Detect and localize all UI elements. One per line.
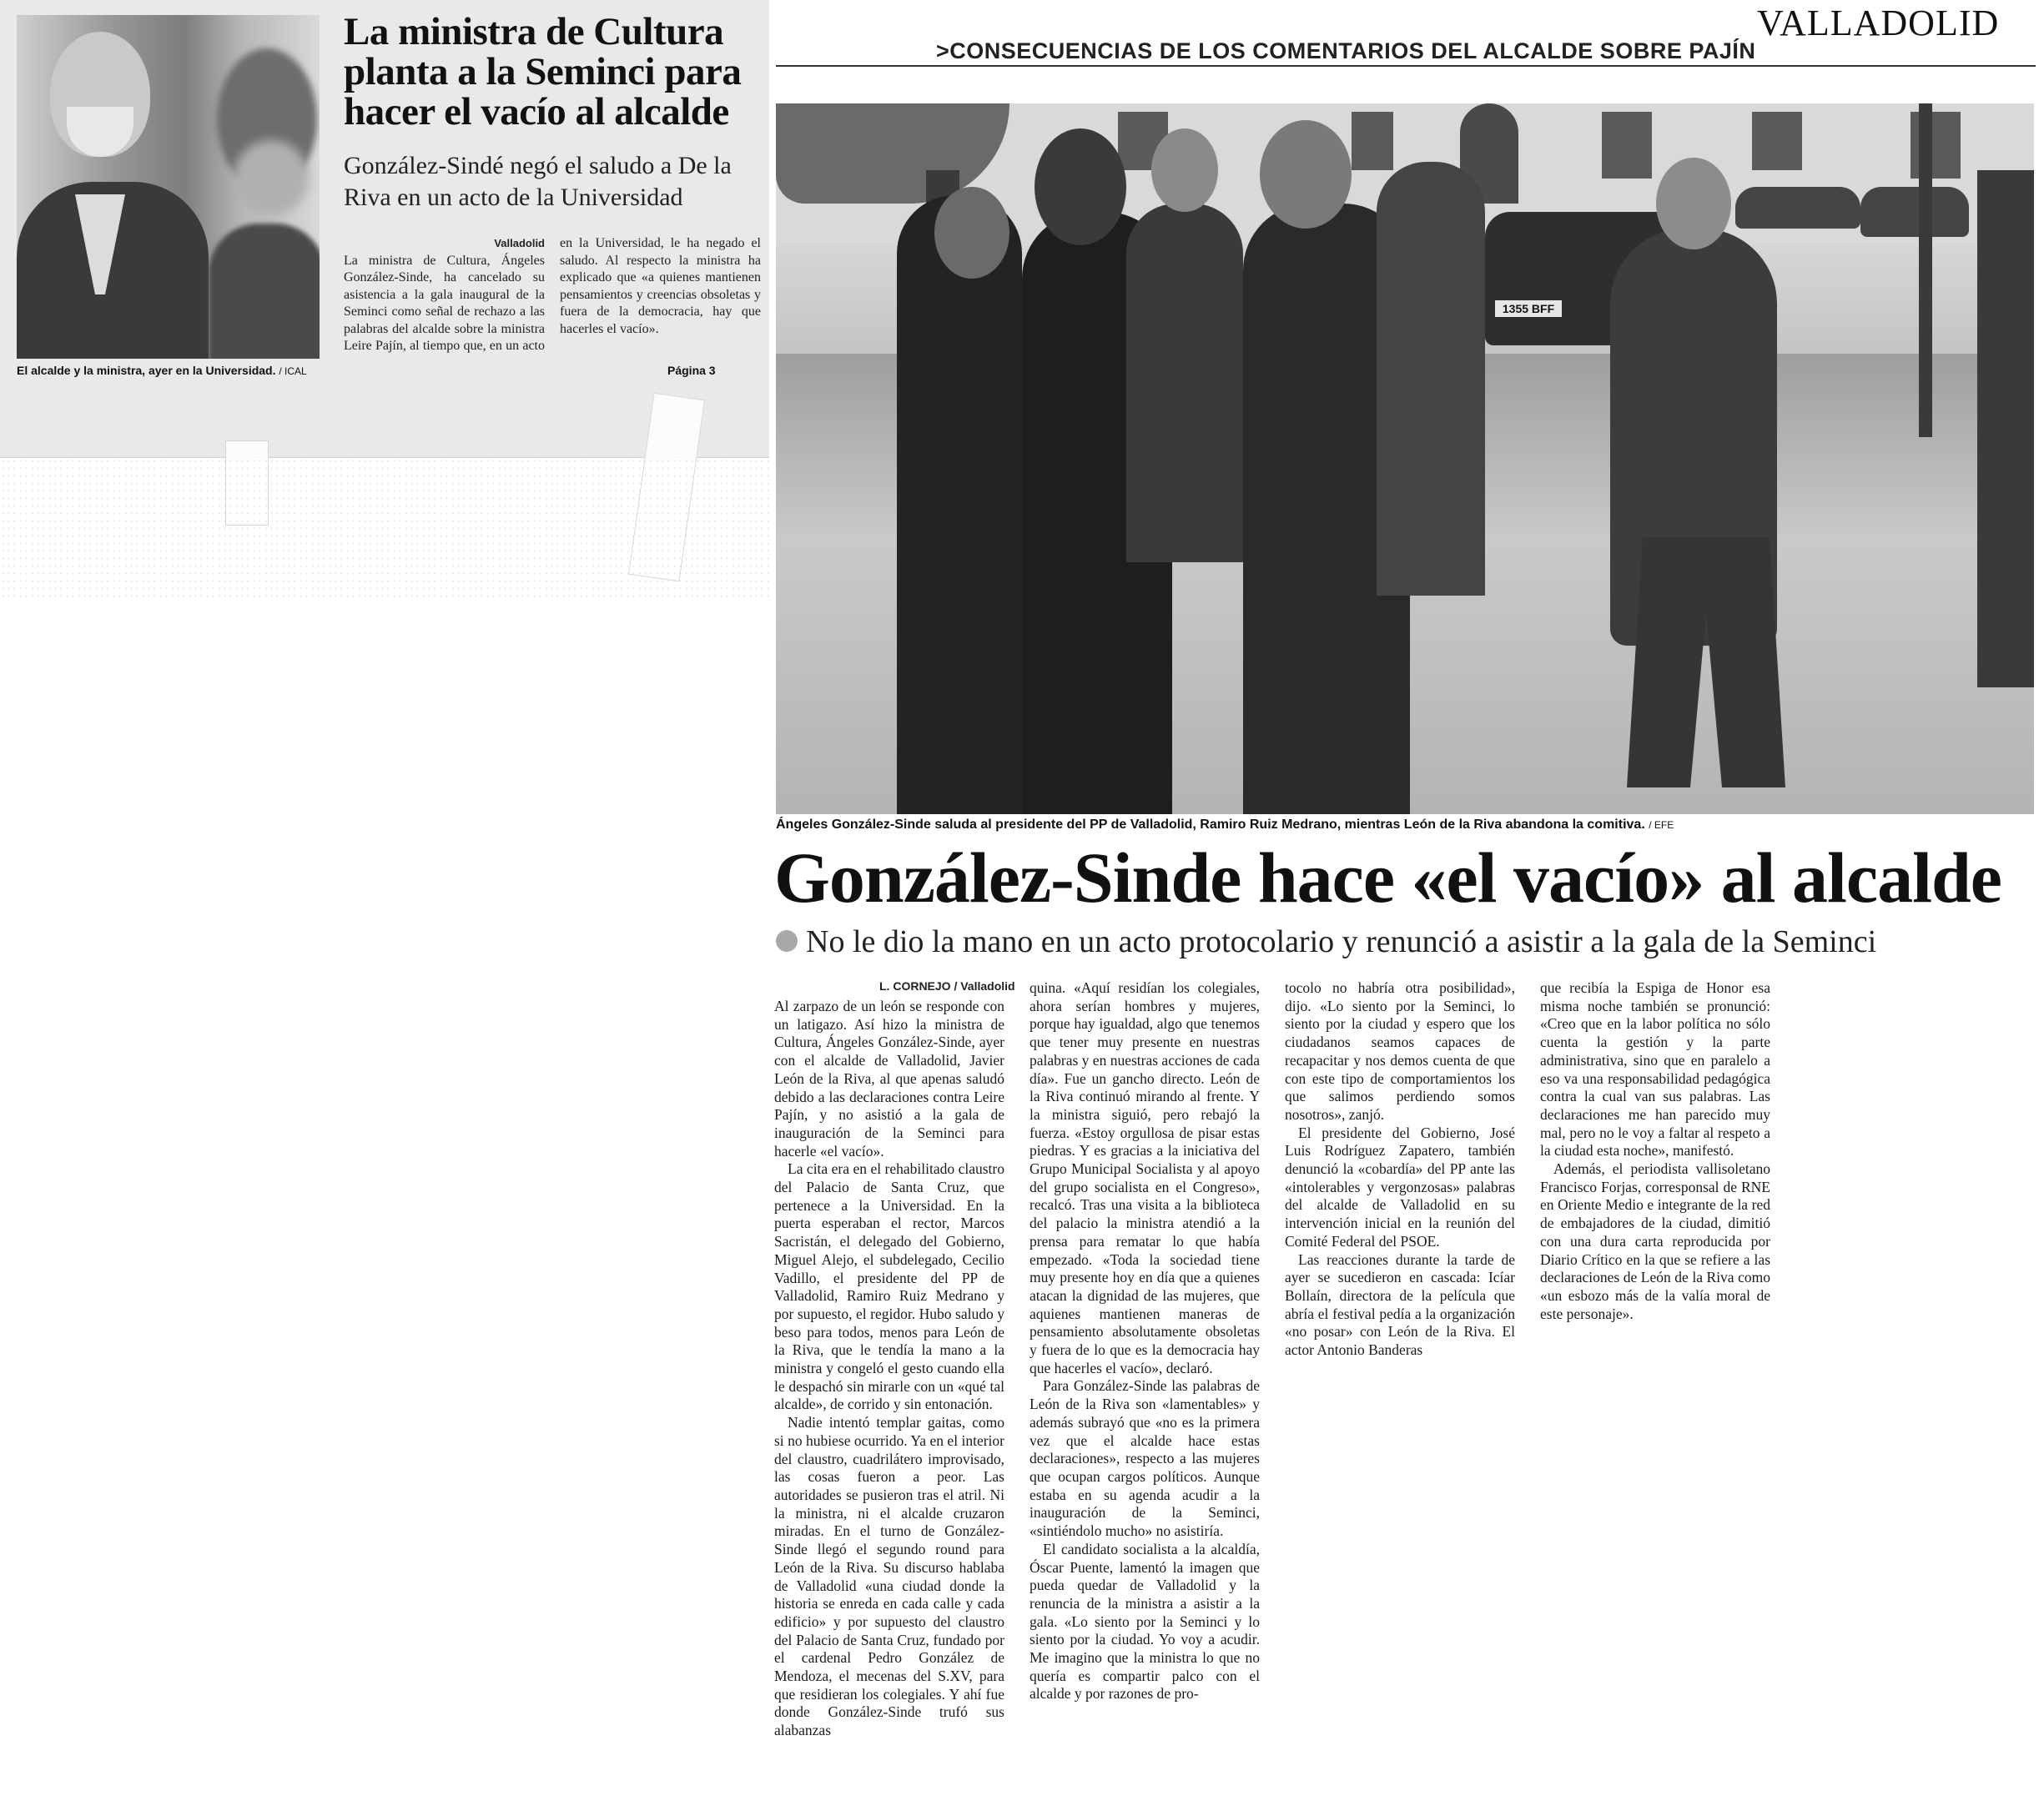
paragraph: El candidato socialista a la alcaldía, Óscar Puente, lamentó la imagen que pueda quedar de Valladolid y la renuncia de la ministra a asistir a la gala. «Lo siento por la Seminci y lo siento por la ciudad. Yo voy a acudir. Me imagino que la ministra lo que no quería es compartir palco con el alcalde y por razones de pro-: [1030, 1540, 1260, 1703]
paragraph: Además, el periodista vallisoletano Francisco Forjas, corresponsal de RNE en Oriente Medio e integrante de la red de embajadores de la ciudad, dimitió con una dura carta reproducida por Diario Crítico en la que se refiere a las declaraciones de León de la Riva como «un esbozo más de la valía moral de este personaje».: [1540, 1160, 1770, 1322]
kicker: >CONSECUENCIAS DE LOS COMENTARIOS DEL ALCALDE SOBRE PAJÍN: [936, 38, 1756, 63]
photo-person-mayor-head: [1656, 158, 1731, 249]
paragraph: El presidente del Gobierno, José Luis Rodríguez Zapatero, también denunció la «cobardía» del PP ante las «intolerables y vergonzosas» palabras del alcalde de Valladolid en su intervención inicial en la reunión del Comité Federal del PSOE.: [1285, 1124, 1515, 1250]
teaser-place: Valladolid: [494, 237, 545, 249]
teaser-body: [344, 235, 761, 355]
photo-car: [1860, 187, 1969, 237]
kicker-rule: [776, 65, 2036, 67]
photo-pole: [1919, 103, 1932, 437]
photo-person-man-left-head: [934, 187, 1009, 279]
article-column-4: [1540, 979, 1770, 1380]
paragraph: que recibía la Espiga de Honor esa misma noche también se pronunció: «Creo que en la labor política no sólo cuenta la gestión y la parte administrativa, sino que en paralelo a eso va una responsabilidad pedagógica contra la cual van sus palabras. Las declaraciones me han parecido muy mal, pero no le voy a faltar al respeto a la ciudad esta noche», manifestó.: [1540, 979, 1770, 1160]
teaser-caption: El alcalde y la ministra, ayer en la Universidad. / ICAL: [17, 364, 307, 377]
teaser-photo-woman: [209, 15, 320, 359]
photo-person-man-left: [897, 195, 1022, 814]
article-column-1: [774, 998, 1004, 1790]
teaser-subhead: González-Sindé negó el saludo a De la Riva en un acto de la Universidad: [344, 152, 732, 211]
paragraph: Nadie intentó templar gaitas, como si no hubiese ocurrido. Ya en el interior del claustro, cuadrilátero improvisado, las cosas fueron a peor. Las autoridades se pusieron tras el atril. Ni la ministra, ni el alcalde cruzaron miradas. En el turno de González-Sinde llegó el segundo round para León de la Riva. Su discurso hablaba de Valladolid «una ciudad donde la historia se enreda en cada calle y cada edificio» y por supuesto del claustro del Palacio de Santa Cruz, fundado por el cardenal Pedro González de Mendoza, el mecenas del S.XV, para que residieran los colegiales. Y ahí fue donde González-Sinde trufó sus alabanzas: [774, 1414, 1004, 1739]
photo-person-sunglasses-head: [1151, 128, 1218, 212]
photo-car: [1735, 187, 1860, 229]
photo-window: [1752, 112, 1802, 170]
photo-window: [1352, 112, 1393, 170]
article-column-2: [1030, 979, 1260, 1772]
article-deck: [776, 923, 2036, 961]
photo-window: [1602, 112, 1652, 179]
section-name: VALLADOLID: [1757, 3, 2000, 43]
teaser-body-text: La ministra de Cultura, Ángeles González-Sinde, ha cancelado su asistencia a la gala inaugural de la Seminci como señal de rechazo a las palabras del alcalde sobre la ministra Leire Pajín, al tiempo que, en un acto en la Universidad, le ha negado el saludo. Al respecto la ministra ha explicado que «a quienes mantienen pensamientos y creencias obsoletas y fuera de la democracia, hay que hacerles el vacío».: [344, 236, 761, 353]
byline: L. CORNEJO / Valladolid: [879, 979, 1015, 993]
paragraph: Para González-Sinde las palabras de León de la Riva son «lamentables» y además subrayó que «no es la primera vez que el alcalde hace estas declaraciones», respecto a las mujeres que ocupan cargos políticos. Aunque estaba en su agenda acudir a la inauguración de la Seminci, «sintiéndolo mucho» no asistiría.: [1030, 1377, 1260, 1540]
paragraph: La cita era en el rehabilitado claustro del Palacio de Santa Cruz, que pertenece a la Universidad. En la puerta esperaban el rector, Marcos Sacristán, el delegado del Gobierno, Miguel Alejo, el subdelegado, Cecilio Vadillo, el presidente del PP de Valladolid, Ramiro Ruiz Medrano y por supuesto, el regidor. Hubo saludo y beso para todos, menos para León de la Riva, que le tendía la mano a la ministra y congeló el gesto cuando ella le despachó sin mirarle con un «qué tal alcalde», de corrido y sin entonación.: [774, 1160, 1004, 1413]
paragraph: Al zarpazo de un león se responde con un latigazo. Así hizo la ministra de Cultura, Ángeles González-Sinde, ayer con el alcalde de Valladolid, Javier León de la Riva, al que apenas saludó debido a las declaraciones contra Leire Pajín, y no asistió a la gala de inauguración de la Seminci para hacerle «el vacío».: [774, 998, 1004, 1160]
teaser-photo: [17, 15, 320, 359]
photo-person-background-man: [1377, 162, 1485, 596]
article-headline: González-Sinde hace «el vacío» al alcalde: [774, 838, 2001, 918]
article-deck-text: No le dio la mano en un acto protocolario y renunció a asistir a la gala de la Seminci: [806, 924, 1877, 959]
photo-caption: Ángeles González-Sinde saluda al presidente del PP de Valladolid, Ramiro Ruiz Medrano, mientras León de la Riva abandona la comitiva. / EFE: [776, 818, 1674, 832]
photo-person-minister-head: [1035, 128, 1126, 245]
scan-speckle: [0, 457, 769, 599]
teaser-page-ref: Página 3: [667, 364, 716, 377]
paragraph: quina. «Aquí residían los colegiales, ahora serían hombres y mujeres, porque hay igualdad, algo que tenemos que tener muy presente en nuestras palabras y en nuestras acciones de cada día». Fue un gancho directo. León de la Riva continuó mirando al frente. Y la ministra siguió, pero rebajó la fuerza. «Estoy orgullosa de pisar estas piedras. Y es gracias a la iniciativa del Grupo Municipal Socialista y al apoyo del grupo socialista en el Congreso», recalcó. Tras una visita a la biblioteca del palacio la ministra atendió a la prensa para rematar lo que había empezado. «Toda la sociedad tiene muy presente hoy en día que a quienes atacan la dignidad de las mujeres, que aquienes mantienen maneras de pensamiento absolutamente obsoletas y fuera de lo que es la democracia hay que hacerles el vacío», declaró.: [1030, 979, 1260, 1376]
photo-person-right-edge: [1977, 170, 2034, 687]
bullet-icon: [776, 930, 798, 952]
photo-credit: / EFE: [1649, 819, 1674, 831]
main-photo: [776, 103, 2034, 814]
paragraph: tocolo no habría otra posibilidad», dijo. «Lo siento por la Seminci, lo siento por la ciudad y espero que los ciudadanos seamos capaces de recapacitar y nos demos cuenta de que con este tipo de comportamientos los que salimos perdiendo somos nosotros», zanjó.: [1285, 979, 1515, 1123]
teaser-headline: La ministra de Cultura planta a la Seminci para hacer el vacío al alcalde: [344, 10, 742, 133]
photo-license-plate: 1355 BFF: [1495, 300, 1562, 317]
photo-person-medrano-head: [1260, 120, 1352, 229]
photo-person-sunglasses-man: [1126, 204, 1243, 562]
teaser-photo-man: [17, 15, 184, 359]
paragraph: Las reacciones durante la tarde de ayer se sucedieron en cascada: Icíar Bollaín, directora de la película que abría el festival pedía a la organización «no posar» con León de la Riva. El actor Antonio Banderas: [1285, 1250, 1515, 1359]
photo-window: [1911, 112, 1961, 179]
teaser-caption-credit: / ICAL: [279, 365, 307, 377]
article-column-3: [1285, 979, 1515, 1380]
